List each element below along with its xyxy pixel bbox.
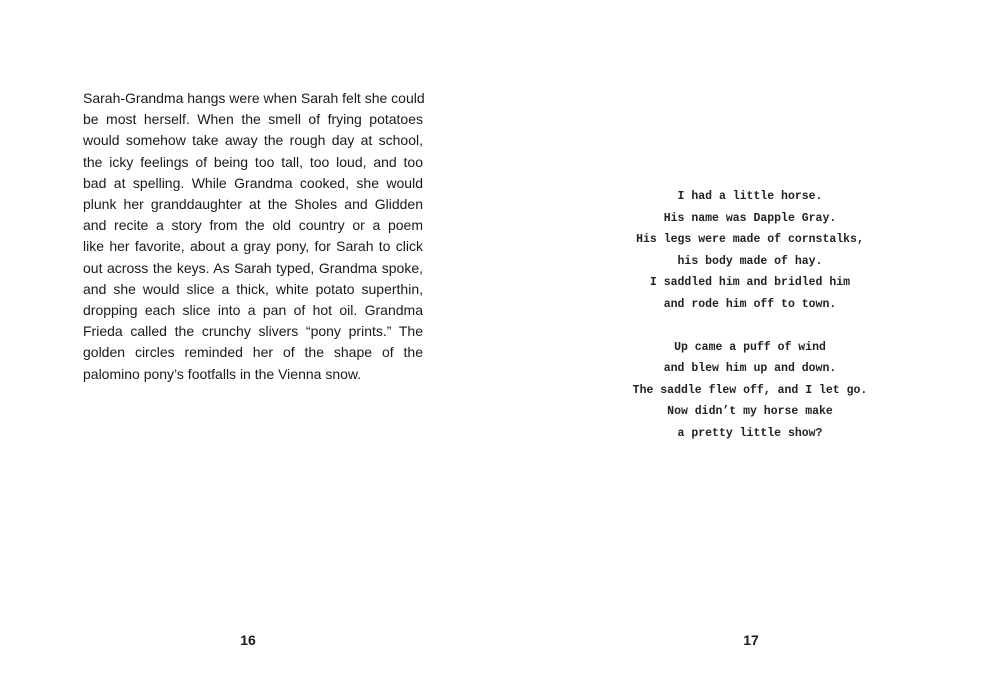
poem-line: his body made of hay. [677, 254, 823, 268]
prose-line: golden circles reminded her of the shape of the [83, 344, 423, 361]
prose-line: like her favorite, about a gray pony, for Sarah to click [83, 238, 423, 255]
prose-line: Sarah-Grandma hangs were when Sarah felt she could [83, 90, 425, 106]
poem-line: I had a little horse. [677, 190, 823, 203]
poem-stanza-2 [500, 337, 1000, 445]
prose-line: dropping each slice into a pan of hot oil. Grandma [83, 302, 423, 319]
prose-line: and she would slice a thick, white potato superthin, [83, 280, 423, 297]
poem-line: His legs were made of cornstalks, [636, 233, 864, 247]
prose-line: palomino pony’s footfalls in the Vienna snow. [83, 365, 362, 382]
poem-line: I saddled him and bridled him [649, 276, 851, 290]
prose-line: and recite a story from the old country or a poem [83, 217, 423, 234]
prose-line: the icky feelings of being too tall, too loud, and too [83, 153, 423, 170]
poem-line: His name was Dapple Gray. [663, 211, 837, 225]
poem [500, 186, 1000, 445]
page-number-left: 16 [240, 632, 256, 648]
poem-line: Now didn’t my horse make [667, 405, 833, 419]
poem-line: and blew him up and down. [663, 362, 837, 376]
right-page [500, 0, 1000, 691]
prose-line: plunk her granddaughter at the Sholes and Glidden [83, 196, 423, 213]
prose-line: bad at spelling. While Grandma cooked, she would [83, 174, 423, 191]
prose-line: out across the keys. As Sarah typed, Grandma spoke, [83, 259, 423, 276]
poem-stanza-1 [500, 186, 1000, 316]
poem-line: Up came a puff of wind [674, 340, 826, 354]
prose-line: Frieda called the crunchy slivers “pony prints.” The [83, 323, 423, 340]
poem-line: The saddle flew off, and I let go. [632, 383, 868, 397]
poem-line: a pretty little show? [677, 426, 823, 440]
page-number-right: 17 [743, 632, 759, 648]
poem-line: and rode him off to town. [663, 297, 837, 311]
prose-line: would somehow take away the rough day at school, [83, 132, 423, 149]
prose-line: be most herself. When the smell of frying potatoes [83, 111, 423, 128]
prose-paragraph [83, 88, 423, 385]
